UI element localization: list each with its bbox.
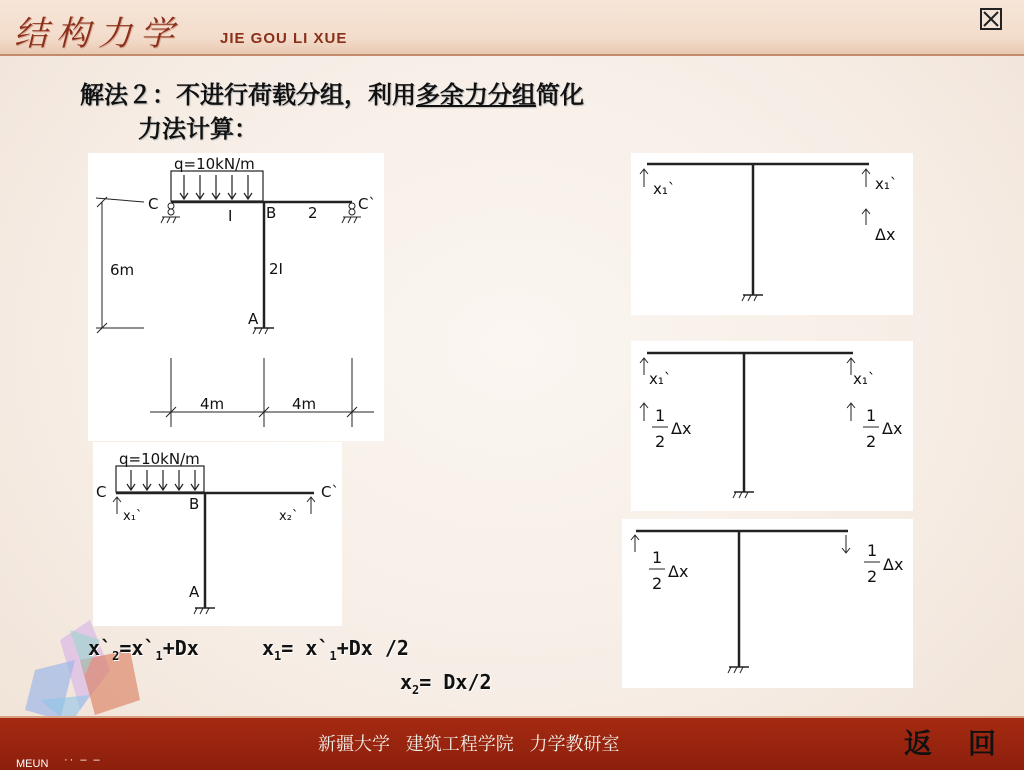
stiffness-right-label: 2 <box>308 204 318 222</box>
decomposition-diagram-1-drawing <box>631 153 913 315</box>
fraction-den-left-3: 2 <box>652 574 663 593</box>
title-line1-a: 解法２：不进行荷载分组，利用 <box>80 81 416 109</box>
node-c2-label: C` <box>358 195 376 213</box>
decomposition-diagram-2-drawing <box>631 341 913 511</box>
equation-x2: $x_2= Dx/2$ <box>400 670 492 697</box>
back-button[interactable]: 回 <box>967 727 996 760</box>
return-button[interactable]: 返 <box>903 727 932 760</box>
slide-title <box>80 78 584 146</box>
fraction-num-right-3: 1 <box>867 541 878 560</box>
decomposition-diagram-1 <box>631 153 913 315</box>
height-label: 6m <box>110 261 135 279</box>
node-c-label: C <box>148 195 159 213</box>
equation-x2-prime: $x`_2=x`_1+Dx$ <box>88 636 199 663</box>
footer-bar <box>0 716 1024 770</box>
node-b-label-2: B <box>189 495 200 513</box>
stiffness-left-label: I <box>228 207 233 225</box>
x1-right-label-2: x₁` <box>853 370 876 388</box>
close-icon <box>982 10 1000 28</box>
title-line1-underlined: 多余力分组 <box>416 81 536 109</box>
load-label: q=10kN/m <box>174 155 255 173</box>
header-bar <box>0 0 1024 56</box>
decomposition-diagram-3-drawing <box>622 519 913 688</box>
fraction-num-left-3: 1 <box>652 548 663 567</box>
structure-diagram-2 <box>93 442 342 626</box>
delta-x-left-3: Δx <box>668 562 689 581</box>
x1-force-label: x₁` <box>123 509 143 524</box>
structure-diagram-2-drawing <box>93 442 342 626</box>
decomposition-diagram-2 <box>631 341 913 511</box>
node-b-label: B <box>266 204 277 222</box>
node-c-label-2: C <box>96 483 107 501</box>
fraction-num-left-2: 1 <box>655 406 666 425</box>
x1-right-label-1: x₁` <box>875 175 898 193</box>
menu-dots-icon: ·· ‒ ‒ <box>64 754 102 766</box>
delta-x-right-3: Δx <box>883 555 904 574</box>
delta-x-left-2: Δx <box>671 419 692 438</box>
footer-institution: 新疆大学 建筑工程学院 力学教研室 <box>318 734 620 755</box>
close-button[interactable] <box>980 8 1002 30</box>
x2-force-label: x₂` <box>279 509 299 524</box>
menu-button[interactable]: MEUN <box>16 758 49 770</box>
node-a-label: A <box>248 310 259 328</box>
fraction-num-right-2: 1 <box>866 406 877 425</box>
span-right-label: 4m <box>292 395 317 413</box>
x1-left-label-1: x₁` <box>653 180 676 198</box>
stiffness-column-label: 2I <box>269 260 283 278</box>
fraction-den-right-3: 2 <box>867 567 878 586</box>
load-label-2: q=10kN/m <box>119 450 200 468</box>
delta-x-right-2: Δx <box>882 419 903 438</box>
fraction-den-right-2: 2 <box>866 432 877 451</box>
equation-x1: $x_1=$ $x`_1+Dx$ /2 <box>262 636 409 663</box>
node-c2-label-2: C` <box>321 483 339 501</box>
title-line2: 力法计算： <box>138 115 258 143</box>
delta-x-label-1: Δx <box>875 225 896 244</box>
x1-left-label-2: x₁` <box>649 370 672 388</box>
logo-pinyin: JIE GOU LI XUE <box>220 30 348 47</box>
span-left-label: 4m <box>200 395 225 413</box>
node-a-label-2: A <box>189 583 200 601</box>
fraction-den-left-2: 2 <box>655 432 666 451</box>
structure-diagram-1 <box>88 153 384 441</box>
logo-title: 结构力学 <box>14 14 182 54</box>
title-line1-b: 简化 <box>536 81 584 109</box>
decomposition-diagram-3 <box>622 519 913 688</box>
structure-diagram-1-drawing <box>88 153 384 441</box>
